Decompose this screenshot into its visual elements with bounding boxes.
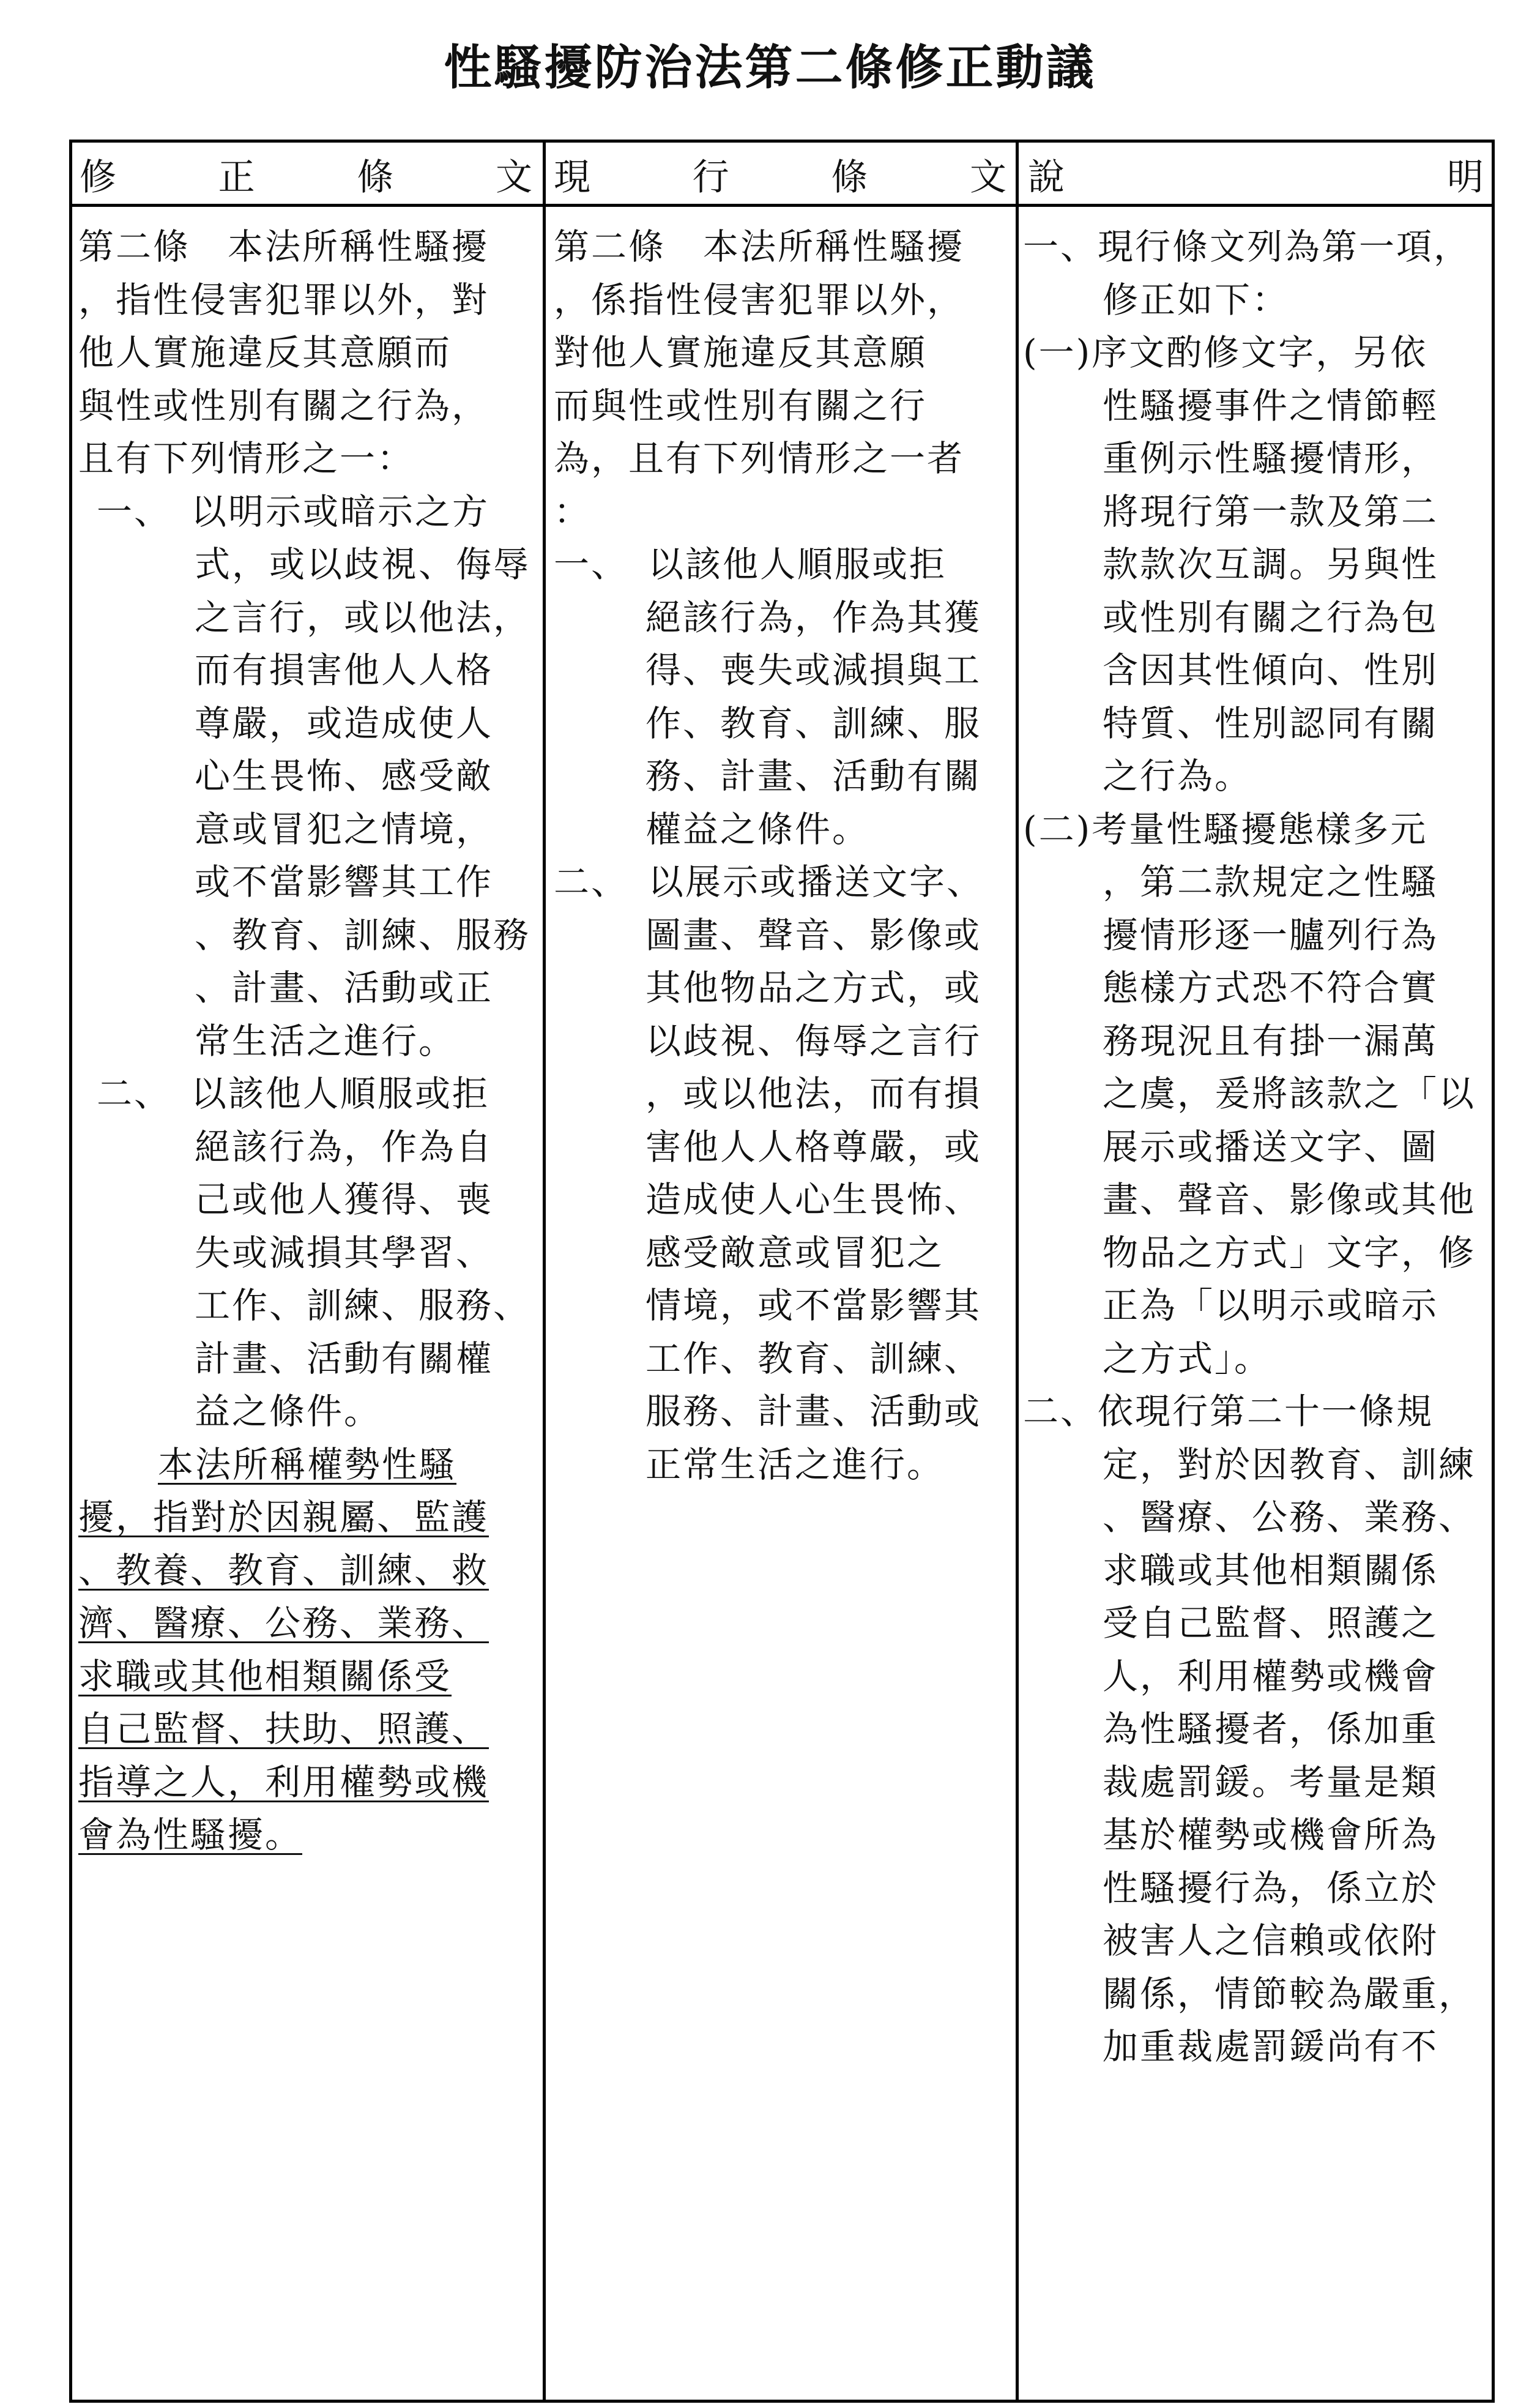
text-line: 修正如下： xyxy=(1103,278,1290,321)
text-line: 二、依現行第二十一條規 xyxy=(1023,1390,1434,1432)
text-line: 為性騷擾者，係加重 xyxy=(1103,1708,1439,1750)
text-line: 之虞，爰將該款之「以 xyxy=(1103,1073,1476,1114)
text-line: 展示或播送文字、圖 xyxy=(1103,1125,1439,1168)
header-char: 條 xyxy=(831,156,868,199)
text-line: 關係，情節較為嚴重， xyxy=(1103,1972,1476,2015)
text-line: 心生畏怖、感受敵 xyxy=(195,755,494,797)
text-line: 意或冒犯之情境， xyxy=(195,808,494,850)
text-line: 對他人實施違反其意願 xyxy=(554,332,928,373)
text-line: 第二條 本法所稱性騷擾 xyxy=(78,226,489,267)
text-line: 二、 以該他人順服或拒 xyxy=(97,1073,490,1114)
text-line: 失或減損其學習、 xyxy=(195,1231,494,1274)
text-line: 感受敵意或冒犯之 xyxy=(645,1231,945,1274)
text-line: 受自己監督、照護之 xyxy=(1103,1602,1439,1644)
text-line: 造成使人心生畏怖、 xyxy=(645,1179,982,1220)
text-line: 或性別有關之行為包 xyxy=(1103,596,1439,638)
text-line: 二、 以展示或播送文字、 xyxy=(554,861,984,903)
header-divider xyxy=(69,204,1495,207)
header-char: 正 xyxy=(218,156,255,199)
underlined-text-line: 自己監督、扶助、照護、 xyxy=(78,1708,489,1750)
text-line: 一、現行條文列為第一項， xyxy=(1023,226,1471,267)
text-line: 定，對於因教育、訓練 xyxy=(1103,1443,1476,1485)
underlined-text-line: 本法所稱權勢性騷 xyxy=(158,1443,457,1485)
text-line: 圖畫、聲音、影像或 xyxy=(645,914,982,956)
text-line: 情境，或不當影響其 xyxy=(645,1285,982,1326)
text-line: 且有下列情形之一： xyxy=(78,438,415,479)
text-line: ，第二款規定之性騷 xyxy=(1103,861,1439,903)
underlined-text-line: 指導之人，利用權勢或機 xyxy=(78,1761,489,1803)
text-line: 他人實施違反其意願而 xyxy=(78,332,452,373)
text-line: 之方式」。 xyxy=(1103,1337,1272,1379)
text-line: 計畫、活動有關權 xyxy=(195,1337,494,1379)
underlined-text-line: 擾，指對於因親屬、監護 xyxy=(78,1496,489,1538)
text-line: 作、教育、訓練、服 xyxy=(645,702,982,744)
text-line: 性騷擾行為，係立於 xyxy=(1103,1867,1439,1909)
underlined-text-line: 、教養、教育、訓練、救 xyxy=(78,1549,489,1591)
explanation-text xyxy=(1023,220,1488,2073)
text-line: 態樣方式恐不符合實 xyxy=(1103,967,1439,1009)
text-line: 或不當影響其工作 xyxy=(195,861,494,903)
text-line: 畫、聲音、影像或其他 xyxy=(1103,1179,1476,1220)
text-line: 將現行第一款及第二 xyxy=(1103,490,1439,532)
text-line: ，或以他法，而有損 xyxy=(645,1073,982,1114)
text-line: 一、 以明示或暗示之方 xyxy=(97,490,490,532)
underlined-text-line: 求職或其他相類關係受 xyxy=(78,1655,452,1697)
text-line: 以歧視、侮辱之言行 xyxy=(645,1020,982,1062)
text-line: 絕該行為，作為自 xyxy=(195,1125,494,1168)
text-line: 第二條 本法所稱性騷擾 xyxy=(554,226,965,267)
text-line: 務現況且有掛一漏萬 xyxy=(1103,1020,1439,1062)
text-line: 務、計畫、活動有關 xyxy=(645,755,982,797)
text-line: (二)考量性騷擾態樣多元 xyxy=(1023,808,1428,850)
text-line: 與性或性別有關之行為， xyxy=(78,384,489,427)
text-line: 物品之方式」文字，修 xyxy=(1103,1231,1476,1274)
header-char: 文 xyxy=(969,156,1006,199)
text-line: ，指性侵害犯罪以外，對 xyxy=(78,278,489,321)
header-current-articles xyxy=(554,150,1006,199)
text-line: 含因其性傾向、性別 xyxy=(1103,649,1439,691)
text-line: 被害人之信賴或依附 xyxy=(1103,1920,1439,1961)
text-line: 工作、教育、訓練、 xyxy=(645,1337,982,1379)
text-line: 正為「以明示或暗示 xyxy=(1103,1285,1439,1326)
header-char: 明 xyxy=(1447,156,1484,199)
text-line: 款款次互調。另與性 xyxy=(1103,543,1439,585)
text-line: 害他人人格尊嚴，或 xyxy=(645,1125,982,1168)
text-line: 裁處罰鍰。考量是類 xyxy=(1103,1761,1439,1803)
text-line: 性騷擾事件之情節輕 xyxy=(1103,384,1439,427)
text-line: 重例示性騷擾情形， xyxy=(1103,438,1439,479)
column-divider xyxy=(1016,140,1019,2403)
header-char: 條 xyxy=(357,156,394,199)
text-line: 正常生活之進行。 xyxy=(645,1443,945,1485)
text-line: 一、 以該他人順服或拒 xyxy=(554,543,947,585)
text-line: 擾情形逐一臚列行為 xyxy=(1103,914,1439,956)
text-line: 常生活之進行。 xyxy=(195,1020,456,1062)
text-line: 加重裁處罰鍰尚有不 xyxy=(1103,2026,1439,2067)
text-line: 尊嚴，或造成使人 xyxy=(195,702,494,744)
text-line: 之言行，或以他法， xyxy=(195,596,531,638)
header-revised-articles xyxy=(80,150,532,199)
text-line: 基於權勢或機會所為 xyxy=(1103,1814,1439,1856)
text-line: (一)序文酌修文字，另依 xyxy=(1023,332,1428,373)
text-line: 特質、性別認同有關 xyxy=(1103,702,1439,744)
text-line: 求職或其他相類關係 xyxy=(1103,1549,1439,1591)
document-title: 性騷擾防治法第二條修正動議 xyxy=(444,40,1096,95)
text-line: 式，或以歧視、侮辱 xyxy=(195,543,531,585)
current-article-text xyxy=(554,220,1006,1491)
column-divider xyxy=(543,140,546,2403)
text-line: 而與性或性別有關之行 xyxy=(554,384,928,427)
text-line: 權益之條件。 xyxy=(645,808,870,850)
text-line: 為，且有下列情形之一者 xyxy=(554,438,965,479)
header-explanation xyxy=(1028,150,1484,199)
text-line: 工作、訓練、服務、 xyxy=(195,1285,531,1326)
header-char: 現 xyxy=(554,156,590,199)
text-line: 其他物品之方式，或 xyxy=(645,967,982,1009)
text-line: 益之條件。 xyxy=(195,1390,382,1432)
text-line: 之行為。 xyxy=(1103,755,1252,797)
text-line: 人，利用權勢或機會 xyxy=(1103,1655,1439,1697)
text-line: 絕該行為，作為其獲 xyxy=(645,596,982,638)
underlined-text-line: 會為性騷擾。 xyxy=(78,1814,303,1856)
header-char: 說 xyxy=(1028,156,1065,199)
text-line: 服務、計畫、活動或 xyxy=(645,1390,982,1432)
text-line: ，係指性侵害犯罪以外， xyxy=(554,278,965,321)
revised-article-text xyxy=(78,220,537,1862)
underlined-text-line: 濟、醫療、公務、業務、 xyxy=(78,1602,489,1644)
text-line: 而有損害他人人格 xyxy=(195,649,494,691)
text-line: 得、喪失或減損與工 xyxy=(645,649,982,691)
text-line: 、教育、訓練、服務 xyxy=(195,914,531,956)
text-line: 、計畫、活動或正 xyxy=(195,967,494,1009)
header-char: 修 xyxy=(80,156,116,199)
text-line: ： xyxy=(554,490,592,532)
text-line: 、醫療、公務、業務、 xyxy=(1103,1496,1476,1538)
header-char: 文 xyxy=(495,156,532,199)
header-char: 行 xyxy=(692,156,729,199)
text-line: 己或他人獲得、喪 xyxy=(195,1179,494,1220)
